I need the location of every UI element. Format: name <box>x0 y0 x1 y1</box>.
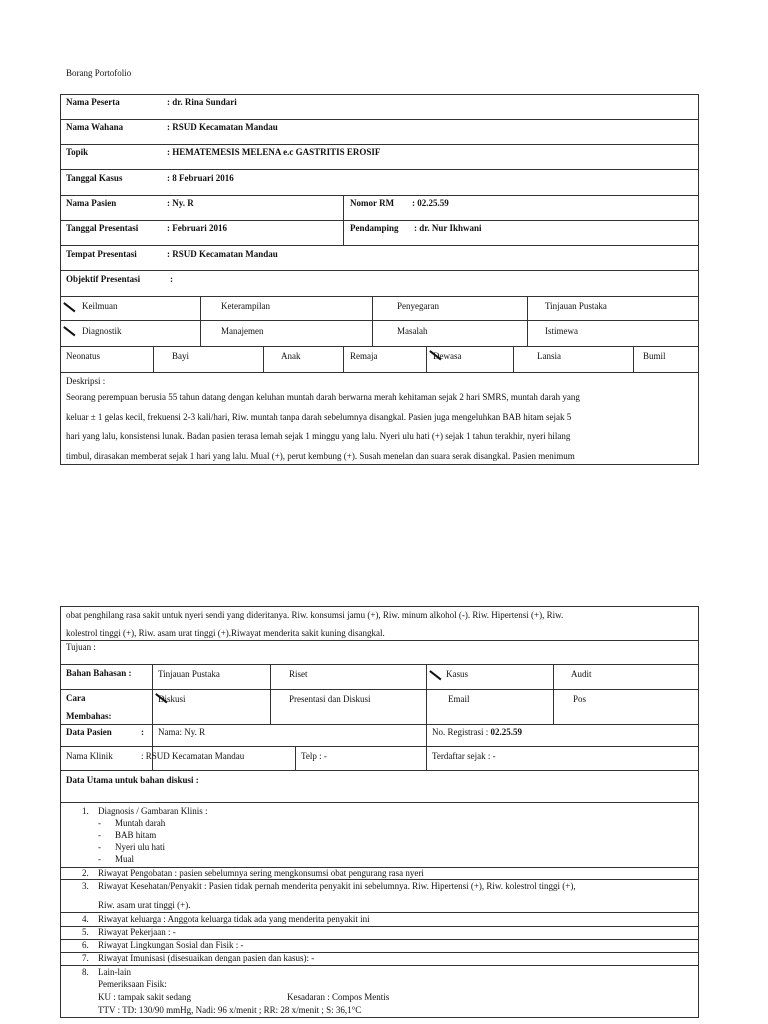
telp: Telp : - <box>301 751 327 761</box>
cara-email[interactable]: Email <box>448 694 470 704</box>
option-diagnostik[interactable]: Diagnostik <box>82 326 122 336</box>
deskripsi-label: Deskripsi : <box>66 376 106 386</box>
topik-label: Topik <box>66 147 89 157</box>
diagnosis-item: Nyeri ulu hati <box>115 842 165 852</box>
option-penyegaran[interactable]: Penyegaran <box>397 301 439 311</box>
nama-pasien-value: : Ny. R <box>167 198 194 208</box>
age-bumil[interactable]: Bumil <box>643 351 666 361</box>
list-number: 7. <box>82 953 89 963</box>
deskripsi-line: obat penghilang rasa sakit untuk nyeri sendi yang dideritanya. Riw. konsumsi jamu (+), Riw. minum alkohol (-). Riw. Hipertensi (+), Riw. <box>66 610 564 620</box>
nomor-rm-label: Nomor RM <box>350 198 395 208</box>
data-pasien-label: Data Pasien <box>66 727 112 737</box>
deskripsi-line: timbul, dirasakan memberat sejak 1 hari yang lalu. Mual (+), perut kembung (+). Susah menelan dan suara serak disangkal. Pasien menimum <box>66 451 575 461</box>
cara-pos[interactable]: Pos <box>573 694 587 704</box>
age-anak[interactable]: Anak <box>281 351 301 361</box>
list-number: 3. <box>82 881 89 891</box>
diagnosis-title: Diagnosis / Gambaran Klinis : <box>98 806 208 816</box>
checkmark-icon <box>430 670 442 680</box>
keadaan-umum: KU : tampak sakit sedang <box>98 992 191 1002</box>
diagnosis-item: Mual <box>115 854 134 864</box>
option-keilmuan[interactable]: Keilmuan <box>82 301 118 311</box>
nama-wahana-label: Nama Wahana <box>66 122 124 132</box>
age-dewasa[interactable]: Dewasa <box>433 351 462 361</box>
nama-klinik-value: : RSUD Kecamatan Mandau <box>141 751 245 761</box>
option-manajemen[interactable]: Manajemen <box>221 326 264 336</box>
option-keterampilan[interactable]: Keterampilan <box>221 301 270 311</box>
checkmark-icon <box>64 326 76 336</box>
pendamping-label: Pendamping <box>350 223 399 233</box>
diagnosis-item: BAB hitam <box>115 830 157 840</box>
option-tinjauan-pustaka[interactable]: Tinjauan Pustaka <box>545 301 607 311</box>
nama-pasien-label: Nama Pasien <box>66 198 117 208</box>
pemeriksaan-fisik: Pemeriksaan Fisik: <box>98 979 167 989</box>
tempat-presentasi-label: Tempat Presentasi <box>66 249 137 259</box>
cara-membahas-label: Cara <box>66 693 86 703</box>
tujuan-label: Tujuan : <box>66 642 96 652</box>
objektif-label: Objektif Presentasi <box>66 274 141 284</box>
cara-presentasi-diskusi[interactable]: Presentasi dan Diskusi <box>289 694 371 704</box>
riwayat-kesehatan-cont: Riw. asam urat tinggi (+). <box>98 900 191 910</box>
cara-membahas-label: Membahas: <box>66 711 112 721</box>
bullet: - <box>98 830 101 840</box>
lain-lain-title: Lain-lain <box>98 967 131 977</box>
pendamping-value: : dr. Nur Ikhwani <box>414 223 482 233</box>
list-number: 5. <box>82 927 89 937</box>
nama-peserta-value: : dr. Rina Sundari <box>167 97 237 107</box>
topik-value: : HEMATEMESIS MELENA e.c GASTRITIS EROSIF <box>167 147 381 157</box>
bullet: - <box>98 854 101 864</box>
list-number: 2. <box>82 868 89 878</box>
bullet: - <box>98 842 101 852</box>
bullet: - <box>98 818 101 828</box>
age-remaja[interactable]: Remaja <box>350 351 378 361</box>
riwayat-imunisasi: Riwayat Imunisasi (disesuaikan dengan pasien dan kasus): - <box>98 953 315 963</box>
tanggal-presentasi-value: : Februari 2016 <box>167 223 227 233</box>
cara-diskusi[interactable]: Diskusi <box>158 694 186 704</box>
diagnosis-item: Muntah darah <box>115 818 166 828</box>
bahan-bahasan-label: Bahan Bahasan : <box>66 668 132 678</box>
bahan-kasus[interactable]: Kasus <box>446 669 468 679</box>
registration-value: 02.25.59 <box>490 727 522 737</box>
tanggal-kasus-value: : 8 Februari 2016 <box>167 173 234 183</box>
age-lansia[interactable]: Lansia <box>537 351 561 361</box>
age-neonatus[interactable]: Neonatus <box>66 351 100 361</box>
nama-peserta-label: Nama Peserta <box>66 97 120 107</box>
age-bayi[interactable]: Bayi <box>172 351 189 361</box>
data-utama-heading: Data Utama untuk bahan diskusi : <box>66 775 199 785</box>
portfolio-header: Borang Portofolio <box>66 68 132 78</box>
registration-label: No. Registrasi : <box>432 727 491 737</box>
list-number: 6. <box>82 940 89 950</box>
nomor-rm-value: : 02.25.59 <box>412 198 449 208</box>
checkmark-icon <box>64 302 76 312</box>
patient-name: Nama: Ny. R <box>158 727 206 737</box>
bahan-tinjauan-pustaka[interactable]: Tinjauan Pustaka <box>158 669 220 679</box>
deskripsi-line: hari yang lalu, konsistensi lunak. Badan pasien terasa lemah sejak 1 minggu yang lalu. Nyeri ulu hati (+) sejak 1 tahun terakhir, nyeri hilang <box>66 431 571 441</box>
bahan-riset[interactable]: Riset <box>289 669 308 679</box>
deskripsi-line: Seorang perempuan berusia 55 tahun datang dengan keluhan muntah darah berwarna merah kehitaman sejak 2 hari SMRS, muntah darah yang <box>66 392 580 402</box>
nama-klinik-label: Nama Klinik <box>66 751 113 761</box>
riwayat-kesehatan: Riwayat Kesehatan/Penyakit : Pasien tidak pernah menderita penyakit ini sebelumnya. Riw. Hipertensi (+), Riw. kolestrol tinggi (+), <box>98 881 576 891</box>
list-number: 1. <box>82 806 89 816</box>
tanggal-kasus-label: Tanggal Kasus <box>66 173 123 183</box>
deskripsi-line: keluar ± 1 gelas kecil, frekuensi 2-3 kali/hari, Riw. muntah tanpa darah sebelumnya disangkal. Pasien juga mengeluhkan BAB hitam sejak 5 <box>66 412 572 422</box>
riwayat-keluarga: Riwayat keluarga : Anggota keluarga tidak ada yang menderita penyakit ini <box>98 914 370 924</box>
bahan-audit[interactable]: Audit <box>571 669 592 679</box>
tanda-vital: TTV : TD: 130/90 mmHg, Nadi: 96 x/menit ; RR: 28 x/menit ; S: 36,1°C <box>98 1005 362 1015</box>
objektif-colon: : <box>170 274 173 284</box>
tanggal-presentasi-label: Tanggal Presentasi <box>66 223 139 233</box>
riwayat-pengobatan: Riwayat Pengobatan : pasien sebelumnya sering mengkonsumsi obat pengurang rasa nyeri <box>98 868 424 878</box>
riwayat-pekerjaan: Riwayat Pekerjaan : - <box>98 927 176 937</box>
tempat-presentasi-value: : RSUD Kecamatan Mandau <box>167 249 278 259</box>
terdaftar-sejak: Terdaftar sejak : - <box>432 751 496 761</box>
riwayat-lingkungan: Riwayat Lingkungan Sosial dan Fisik : - <box>98 940 244 950</box>
data-pasien-colon: : <box>141 727 144 737</box>
option-istimewa[interactable]: Istimewa <box>545 326 578 336</box>
nama-wahana-value: : RSUD Kecamatan Mandau <box>167 122 278 132</box>
kesadaran: Kesadaran : Compos Mentis <box>287 992 390 1002</box>
deskripsi-line: kolestrol tinggi (+), Riw. asam urat tinggi (+).Riwayat menderita sakit kuning disangkal. <box>66 628 385 638</box>
option-masalah[interactable]: Masalah <box>397 326 428 336</box>
list-number: 8. <box>82 967 89 977</box>
list-number: 4. <box>82 914 89 924</box>
